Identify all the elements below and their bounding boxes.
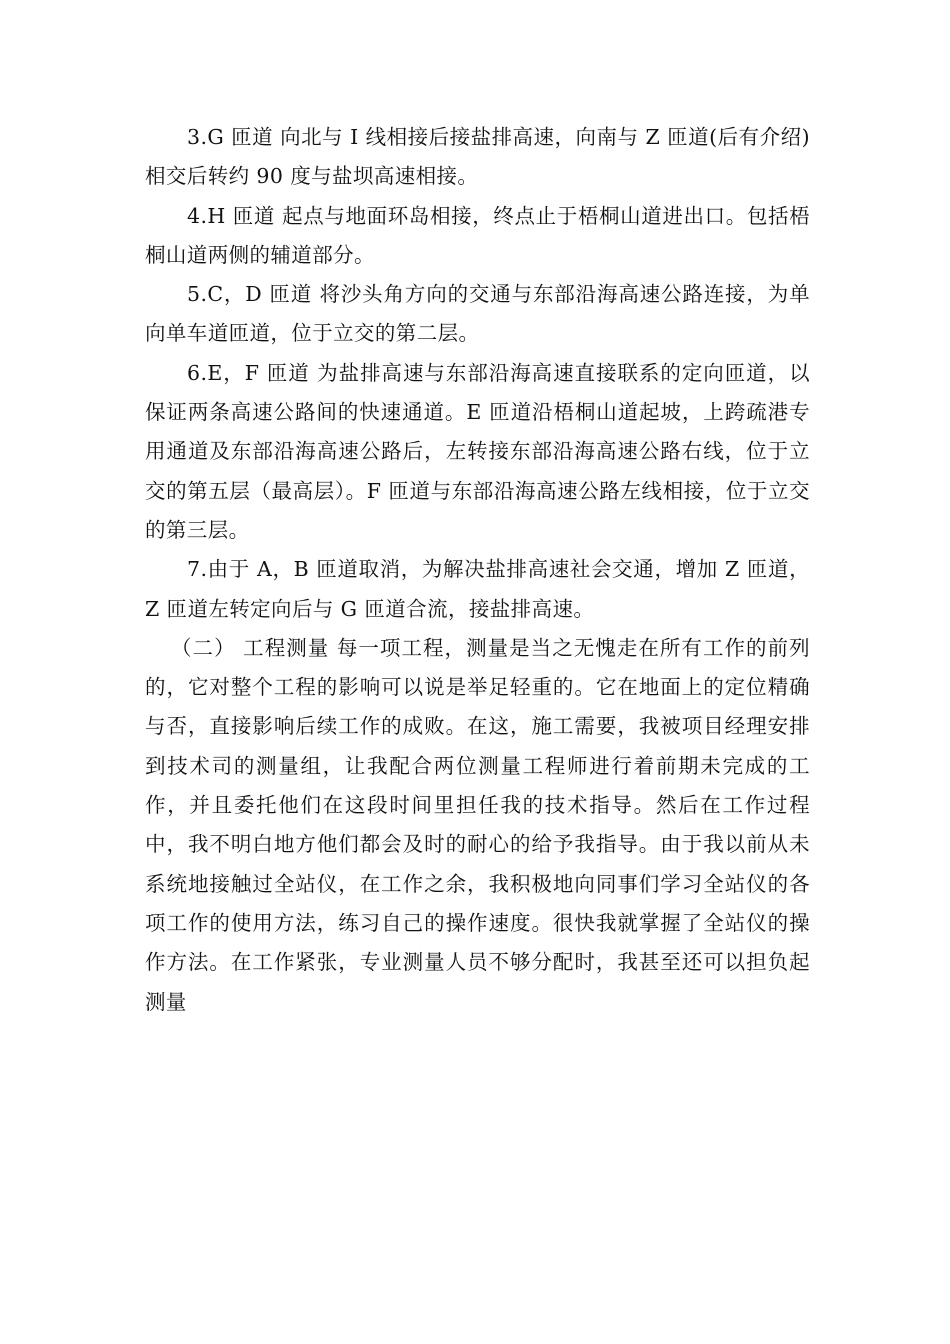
paragraph-ramp-c-d: 5.C，D 匝道 将沙头角方向的交通与东部沿海高速公路连接，为单向单车道匝道，位于立交的第二层。 [145, 282, 810, 346]
document-body [145, 118, 810, 1022]
paragraph-ramp-z: 7.由于 A，B 匝道取消，为解决盐排高速社会交通，增加 Z 匝道，Z 匝道左转定向后与 G 匝道合流，接盐排高速。 [145, 557, 810, 621]
paragraph-ramp-g: 3.G 匝道 向北与 I 线相接后接盐排高速，向南与 Z 匝道(后有介绍)相交后转约 90 度与盐坝高速相接。 [145, 125, 810, 189]
paragraph-ramp-h: 4.H 匝道 起点与地面环岛相接，终点止于梧桐山道进出口。包括梧桐山道两侧的辅道部分。 [145, 203, 810, 267]
paragraph-engineering-survey: （二） 工程测量 每一项工程，测量是当之无愧走在所有工作的前列的，它对整个工程的影响可以说是举足轻重的。它在地面上的定位精确与否，直接影响后续工作的成败。在这，施工需要，我被项目经理安排到技术司的测量组，让我配合两位测量工程师进行着前期未完成的工作，并且委托他们在这段时间里担任我的技术指导。然后在工作过程中，我不明白地方他们都会及时的耐心的给予我指导。由于我以前从未系统地接触过全站仪，在工作之余，我积极地向同事们学习全站仪的各项工作的使用方法，练习自己的操作速度。很快我就掌握了全站仪的操作方法。在工作紧张，专业测量人员不够分配时，我甚至还可以担负起测量 [145, 635, 810, 1014]
paragraph-ramp-e-f: 6.E，F 匝道 为盐排高速与东部沿海高速直接联系的定向匝道，以保证两条高速公路间的快速通道。E 匝道沿梧桐山道起坡，上跨疏港专用通道及东部沿海高速公路后，左转接东部沿海高速公路右线，位于立交的第五层（最高层）。F 匝道与东部沿海高速公路左线相接，位于立交的第三层。 [145, 360, 810, 542]
